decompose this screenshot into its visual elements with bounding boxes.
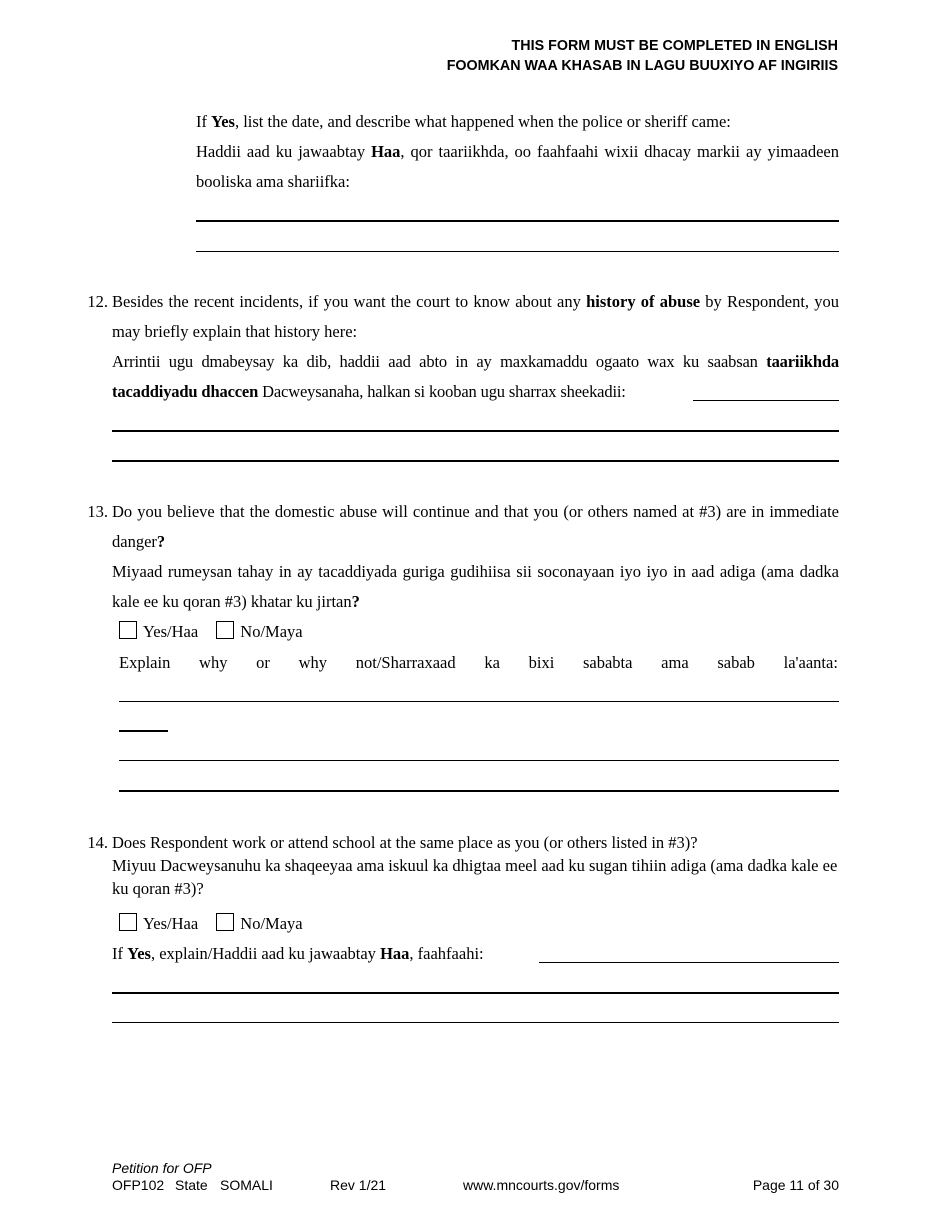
footer-website-link[interactable]: www.mncourts.gov/forms: [463, 1177, 620, 1193]
q13-number: 13.: [87, 502, 108, 521]
q11-followup-english: If Yes, list the date, and describe what happened when the police or sheriff came:: [196, 112, 731, 131]
footer-revision: Rev 1/21: [330, 1177, 387, 1193]
q11-answer-line[interactable]: [196, 220, 839, 222]
q13-answer-options: [119, 617, 317, 647]
footer-language: SOMALI: [220, 1177, 273, 1193]
q12-answer-line[interactable]: [112, 460, 839, 462]
q14-answer-options: [119, 909, 317, 939]
q13-answer-line[interactable]: [119, 701, 839, 702]
q14-yes-checkbox[interactable]: [119, 913, 137, 931]
q13-yes-checkbox[interactable]: [119, 621, 137, 639]
header-english-notice: THIS FORM MUST BE COMPLETED IN ENGLISH: [511, 38, 838, 54]
q12-question-english: Besides the recent incidents, if you want the court to know about any history of abuse by Respondent, you may briefly explain that history here:: [112, 292, 839, 341]
q12-answer-line[interactable]: [112, 430, 839, 432]
q14-question-somali: Miyuu Dacweysanuhu ka shaqeeyaa ama iskuul ka dhigtaa meel aad ku sugan tihiin adiga (ama dadka kale ee ku qoran #3)?: [112, 856, 838, 898]
q12-answer-line[interactable]: [693, 400, 839, 401]
q14-no-checkbox[interactable]: [216, 913, 234, 931]
q13-no-checkbox[interactable]: [216, 621, 234, 639]
q14-yes-option[interactable]: Yes/Haa: [119, 914, 198, 933]
q11-answer-line[interactable]: [196, 251, 839, 252]
form-header: [447, 36, 838, 76]
footer-state: State: [175, 1177, 208, 1193]
q14-explain-prompt: If Yes, explain/Haddii aad ku jawaabtay Haa, faahfaahi:: [112, 944, 484, 963]
q14-answer-line[interactable]: [112, 992, 839, 994]
q14-no-option[interactable]: No/Maya: [216, 914, 302, 933]
q14-answer-line[interactable]: [112, 1022, 839, 1023]
footer-page-number: Page 11 of 30: [752, 1177, 839, 1193]
q12-question-somali: Arrintii ugu dmabeysay ka dib, haddii aad abto in ay maxkamaddu ogaato wax ku saabsan taariikhda tacaddiyadu dhaccen Dacweysanaha, halkan si kooban ugu sharrax sheekadii:: [112, 352, 839, 401]
q12-number: 12.: [87, 292, 108, 311]
q13-question-somali: Miyaad rumeysan tahay in ay tacaddiyada guriga gudihiisa sii soconayaan iyo iyo in aad adiga (ama dadka kale ee ku qoran #3) khatar ku jirtan?: [112, 562, 839, 611]
q13-answer-line[interactable]: [119, 760, 839, 761]
q13-answer-line[interactable]: [119, 730, 168, 732]
q13-no-option[interactable]: No/Maya: [216, 622, 302, 641]
footer-form-title: Petition for OFP: [112, 1160, 212, 1176]
q11-followup-somali: Haddii aad ku jawaabtay Haa, qor taariikhda, oo faahfaahi wixii dhacay markii ay yimaadeen booliska ama shariifka:: [196, 142, 839, 191]
q13-explain-prompt: Explain why or why not/Sharraxaad ka bixi sababta ama sabab la'aanta:: [119, 653, 838, 672]
header-somali-notice: FOOMKAN WAA KHASAB IN LAGU BUUXIYO AF INGIRIIS: [446, 58, 838, 74]
q14-answer-line[interactable]: [539, 962, 839, 963]
q14-number: 14.: [87, 833, 108, 852]
q13-answer-line[interactable]: [119, 790, 839, 792]
q13-yes-option[interactable]: Yes/Haa: [119, 622, 198, 641]
page-footer: [112, 1160, 839, 1194]
footer-form-id: OFP102: [112, 1177, 165, 1193]
q14-question-english: Does Respondent work or attend school at the same place as you (or others listed in #3)?: [112, 833, 698, 852]
q13-question-english: Do you believe that the domestic abuse will continue and that you (or others named at #3) are in immediate danger?: [112, 502, 839, 551]
